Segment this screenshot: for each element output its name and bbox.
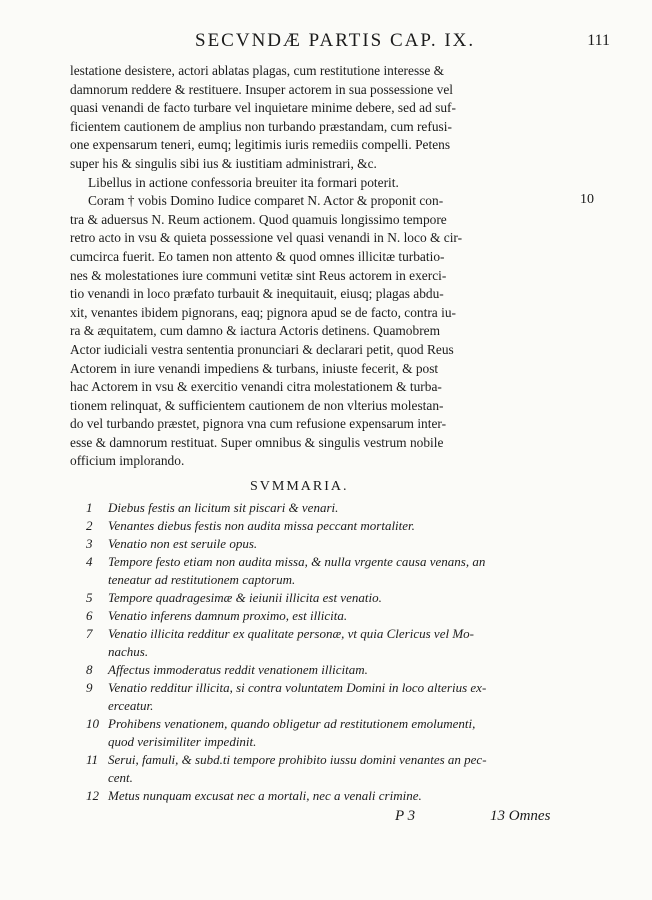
summary-item (86, 733, 586, 751)
summary-number: 11 (86, 752, 99, 767)
summary-text: Affectus immoderatus reddit venationem illicitam. (108, 662, 368, 677)
summary-item (86, 553, 586, 571)
summary-number: 10 (86, 716, 99, 731)
summary-number: 12 (86, 788, 99, 803)
text-line: lestatione desistere, actori ablatas plagas, cum restitutione interesse & (70, 63, 445, 78)
summary-text: Diebus festis an licitum sit piscari & venari. (108, 500, 339, 515)
summary-list (86, 499, 586, 805)
summary-item (86, 769, 586, 787)
summary-item (86, 607, 586, 625)
text-line: tra & aduersus N. Reum actionem. Quod quamuis longissimo tempore (70, 211, 447, 227)
summary-item (86, 517, 586, 535)
summary-number: 6 (86, 608, 93, 623)
summary-item (86, 751, 586, 769)
summary-text: teneatur ad restitutionem captorum. (108, 572, 296, 587)
text-line: tionem relinquat, & sufficientem cautionem de non vlterius molestan- (70, 397, 444, 413)
margin-note: 10 (580, 192, 594, 207)
summary-item (86, 643, 586, 661)
summary-heading: SVMMARIA. (250, 479, 349, 494)
text-line: hac Actorem in vsu & exercitio venandi citra molestationem & turba- (70, 379, 442, 395)
text-line: cumcirca fuerit. Eo tamen non attento & quod omnes illicitæ turbatio- (70, 248, 445, 264)
text-line: super his & singulis sibi ius & iustitiam administrari, &c. (70, 155, 377, 171)
summary-text: Serui, famuli, & subd.ti tempore prohibito iussu domini venantes an pec- (108, 752, 487, 767)
summary-text: Metus nunquam excusat nec a mortali, nec a venali crimine. (108, 788, 422, 803)
text-line: quasi venandi de facto turbare vel inquietare minime debere, sed ad suf- (70, 100, 456, 116)
text-line: one expensarum teneri, eumq; legitimis iuris remediis compelli. Petens (70, 137, 451, 153)
body-text (70, 62, 575, 471)
summary-text: nachus. (108, 644, 149, 659)
summary-item (86, 661, 586, 679)
summary-number: 2 (86, 518, 93, 533)
text-line: tio venandi in loco præfato turbauit & inequitauit, eiusq; plagas abdu- (70, 286, 444, 302)
text-line: xit, venantes ibidem pignorans, eaq; pignora apud se de facto, contra iu- (70, 304, 456, 320)
page-header (70, 30, 610, 56)
summary-text: quod verisimiliter impedinit. (108, 734, 257, 749)
summary-item (86, 697, 586, 715)
signature-mark: P 3 (395, 808, 416, 824)
summary-item (86, 787, 586, 805)
text-line: Actor iudiciali vestra sententia pronunciari & declarari petit, quod Reus (70, 341, 454, 357)
summary-text: Venantes diebus festis non audita missa peccant mortaliter. (108, 518, 415, 533)
text-line: ficientem cautionem de amplius non turbando præstandam, cum refusi- (70, 118, 452, 134)
text-line: officium implorando. (70, 453, 185, 469)
text-line: nes & molestationes iure communi vetitæ sint Reus actorem in exerci- (70, 267, 447, 283)
summary-item (86, 715, 586, 733)
text-line: do vel turbando præstet, pignora vna cum refusione expensarum inter- (70, 416, 447, 432)
summary-number: 5 (86, 590, 93, 605)
running-head: SECVNDÆ PARTIS CAP. IX. (195, 30, 476, 51)
summary-text: erceatur. (108, 698, 154, 713)
text-line: Libellus in actione confessoria breuiter ita formari poterit. (88, 174, 399, 190)
text-line: damnorum reddere & restituere. Insuper actorem in sua possessione vel (70, 81, 453, 97)
text-line: Coram † vobis Domino Iudice comparet N. Actor & proponit con- (88, 193, 444, 209)
summary-text: Venatio non est seruile opus. (108, 536, 258, 551)
summary-number: 1 (86, 500, 93, 515)
summary-text: cent. (108, 770, 133, 785)
summary-number: 7 (86, 626, 93, 641)
summary-item (86, 571, 586, 589)
summary-item (86, 535, 586, 553)
summary-number: 9 (86, 680, 93, 695)
text-line: Actorem in iure venandi impediens & turbans, iniuste fecerit, & post (70, 360, 439, 376)
summary-text: Venatio inferens damnum proximo, est illicita. (108, 608, 348, 623)
summary-item (86, 499, 586, 517)
page-footer (70, 808, 590, 832)
summary-item (86, 589, 586, 607)
summary-text: Venatio redditur illicita, si contra voluntatem Domini in loco alterius ex- (108, 680, 487, 695)
summary-number: 3 (86, 536, 93, 551)
summary-item (86, 679, 586, 697)
summary-item (86, 625, 586, 643)
summary-text: Tempore quadragesimæ & ieiunii illicita est venatio. (108, 590, 382, 605)
page-number: 111 (587, 32, 610, 49)
text-line: ra & æquitatem, cum damno & iactura Actoris detinens. Quamobrem (70, 323, 441, 339)
text-line: esse & damnorum restituat. Super omnibus & singulis vestrum nobile (70, 434, 444, 450)
summary-text: Tempore festo etiam non audita missa, & nulla vrgente causa venans, an (108, 554, 486, 569)
text-line: retro acto in vsu & quieta possessione vel quasi venandi in N. loco & cir- (70, 230, 463, 246)
summary-number: 8 (86, 662, 93, 677)
summary-number: 4 (86, 554, 93, 569)
catchword: 13 Omnes (490, 808, 551, 824)
summary-text: Prohibens venationem, quando obligetur ad restitutionem emolumenti, (108, 716, 476, 731)
summary-text: Venatio illicita redditur ex qualitate personæ, vt quia Clericus vel Mo- (108, 626, 474, 641)
